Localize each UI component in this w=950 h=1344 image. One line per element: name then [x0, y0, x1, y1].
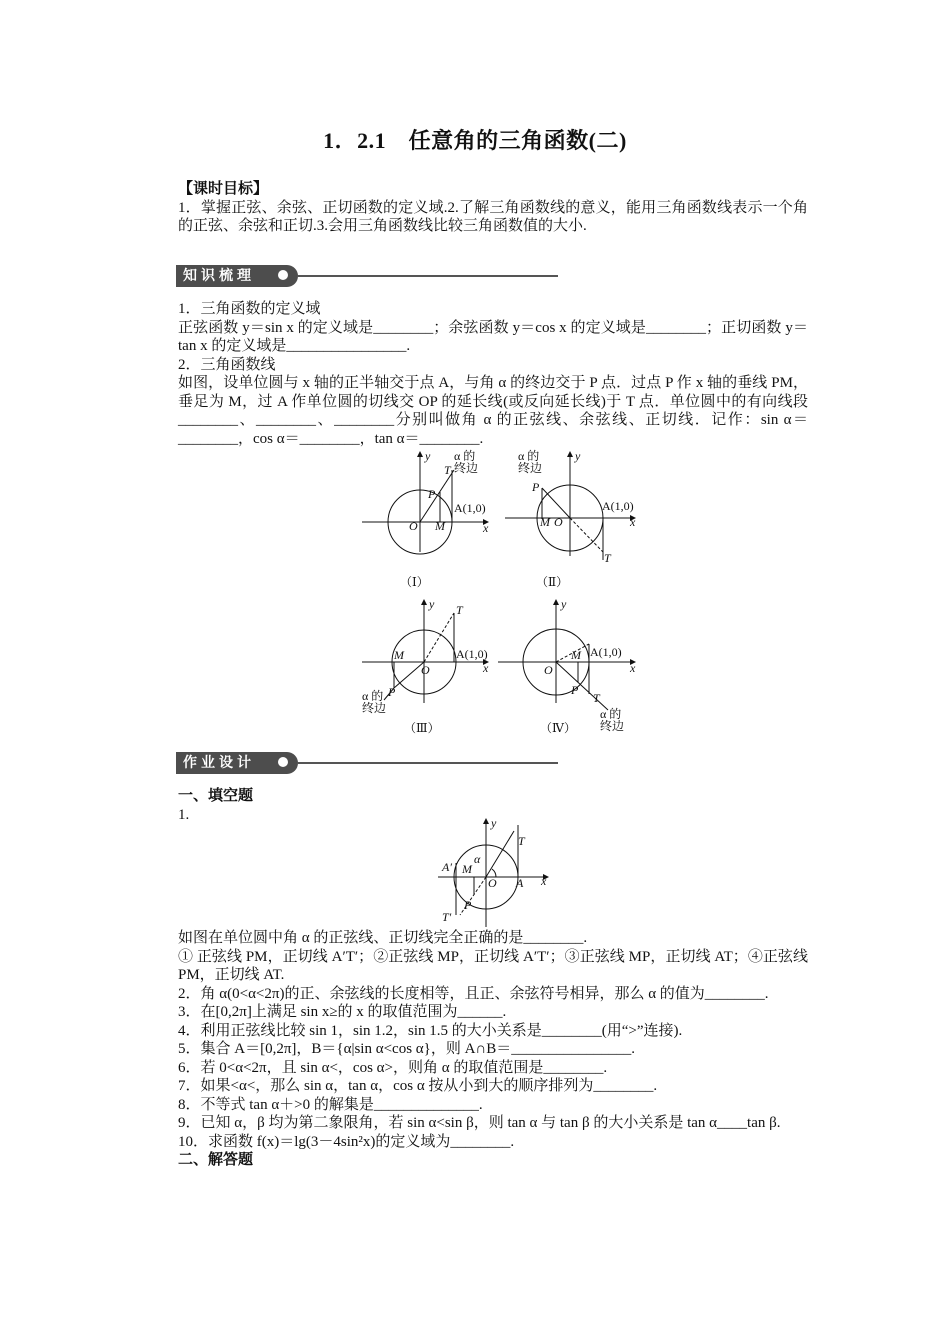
q6: 6．若 0<α<2π，且 sin α<，cos α>，则角 α 的取值范围是________. [178, 1059, 608, 1076]
fig-label: M [435, 519, 445, 533]
fig-caption: （Ⅳ） [540, 721, 576, 735]
part2-heading: 二、解答题 [178, 1152, 254, 1168]
q1-number: 1. [178, 806, 190, 823]
fig-label: x [483, 661, 489, 675]
fig-label: O [554, 515, 563, 529]
bullet-dot-icon [278, 757, 288, 767]
fig-label: T [518, 834, 525, 848]
q1-text: 如图在单位圆中角 α 的正弦线、正切线完全正确的是________. [178, 930, 588, 946]
bullet-dot-icon [278, 270, 288, 280]
fig-label: M [462, 862, 472, 876]
fig-label: P [428, 487, 436, 501]
fig-label: O [488, 876, 497, 890]
fig-label: y [491, 816, 497, 830]
objectives [178, 180, 808, 236]
fig-label: A(1,0) [602, 499, 634, 513]
fig-label: α 的 [362, 689, 384, 703]
fig-label: A′ [442, 860, 452, 874]
q2: 2．角 α(0<α<2π)的正、余弦线的长度相等，且正、余弦符号相异，那么 α 的值为________. [178, 985, 769, 1002]
fig-label: α 的 [518, 449, 540, 463]
q7: 7．如果<α<，那么 sin α，tan α，cos α 按从小到大的顺序排列为________. [178, 1078, 658, 1094]
fig-label: y [425, 449, 431, 463]
q5: 5．集合 A＝[0,2π]，B＝{α|sin α<cos α}，则 A∩B＝________________. [178, 1041, 636, 1057]
fig-label: O [421, 663, 430, 677]
fig-label: α [474, 852, 481, 866]
q1-figure [430, 815, 555, 930]
objectives-heading: 【课时目标】 [178, 181, 269, 197]
fig-label: M [394, 648, 404, 662]
fig-label: P [532, 480, 540, 494]
section-rule [298, 275, 558, 277]
q1-options: ① 正弦线 PM，正切线 A′T′；②正弦线 MP，正切线 A′T′；③正弦线 MP，正切线 AT；④正弦线 PM，正切线 AT. [178, 948, 808, 983]
fig-label: M [571, 648, 581, 662]
fig-label: O [544, 663, 553, 677]
section-rule [298, 762, 558, 764]
fig-label: T [456, 603, 463, 617]
fig-caption: （Ⅲ） [404, 721, 440, 735]
fig-label: A [516, 876, 524, 890]
fig-label: 终边 [600, 719, 625, 733]
section-tab-homework: 作业设计 [176, 752, 298, 774]
fig-label: A(1,0) [590, 645, 622, 659]
fig-label: P [388, 685, 396, 699]
part1-heading: 一、填空题 [178, 788, 254, 804]
fig-label: T′ [442, 910, 452, 924]
page-title: 1．2.1 任意角的三角函数(二) [323, 128, 627, 153]
q4: 4．利用正弦线比较 sin 1，sin 1.2，sin 1.5 的大小关系是________(用“>”连接). [178, 1022, 683, 1039]
q9: 9．已知 α，β 均为第二象限角，若 sin α<sin β，则 tan α 与 tan β 的大小关系是 tan α____tan β. [178, 1115, 781, 1131]
fig-label: 终边 [454, 461, 479, 475]
fig-label: O [409, 519, 418, 533]
fig-label: T [604, 551, 611, 565]
knowledge-item2-title: 2．三角函数线 [178, 356, 276, 373]
fig-caption: （Ⅱ） [536, 575, 569, 589]
homework-questions [178, 929, 808, 1170]
section-banner-knowledge [176, 264, 558, 288]
fig-label: α 的 [454, 449, 476, 463]
section-banner-homework [176, 751, 558, 775]
q8: 8．不等式 tan α＋>0 的解集是______________. [178, 1096, 483, 1113]
knowledge-item1-text: 正弦函数 y＝sin x 的定义域是________；余弦函数 y＝cos x 的定义域是________；正切函数 y＝tan x 的定义域是________________. [178, 319, 808, 354]
fig-label: y [561, 597, 567, 611]
fig-label: T [593, 691, 600, 705]
fig-label: 终边 [518, 461, 543, 475]
fig-label: y [575, 449, 581, 463]
knowledge-content [178, 300, 808, 448]
fig-label: T [444, 463, 451, 477]
fig-label: x [630, 661, 636, 675]
q3: 3．在[0,2π]上满足 sin x≥的 x 的取值范围为______. [178, 1004, 507, 1020]
fig-label: y [429, 597, 435, 611]
fig-label: x [541, 874, 547, 888]
fig-label: P [464, 898, 472, 912]
trig-lines-figure [350, 448, 650, 748]
objectives-text: 1．掌握正弦、余弦、正切函数的定义域.2.了解三角函数线的意义，能用三角函数线表示一个角的正弦、余弦和正切.3.会用三角函数线比较三角函数值的大小. [178, 199, 808, 234]
fig-label: α 的 [600, 707, 622, 721]
section-tab-knowledge: 知识梳理 [176, 265, 298, 287]
fig-label: M [540, 515, 550, 529]
fig-label: x [483, 521, 489, 535]
fig-label: x [630, 515, 636, 529]
knowledge-item2-text: 如图，设单位圆与 x 轴的正半轴交于点 A，与角 α 的终边交于 P 点．过点 P 作 x 轴的垂线 PM，垂足为 M，过 A 作单位圆的切线交 OP 的延长线(或反向延长线)于 T 点．单位圆中的有向线段________、________、________分别叫做角 α 的正弦线、余弦线、正切线．记作：sin α＝________，cos α＝________，tan α＝________. [178, 375, 808, 447]
q10: 10．求函数 f(x)＝lg(3－4sin²x)的定义域为________. [178, 1133, 515, 1150]
fig-label: P [571, 683, 579, 697]
fig-label: A(1,0) [454, 501, 486, 515]
fig-caption: （Ⅰ） [400, 575, 429, 589]
fig-label: 终边 [362, 701, 387, 715]
fig-label: A(1,0) [456, 647, 488, 661]
knowledge-item1-title: 1．三角函数的定义域 [178, 301, 321, 317]
